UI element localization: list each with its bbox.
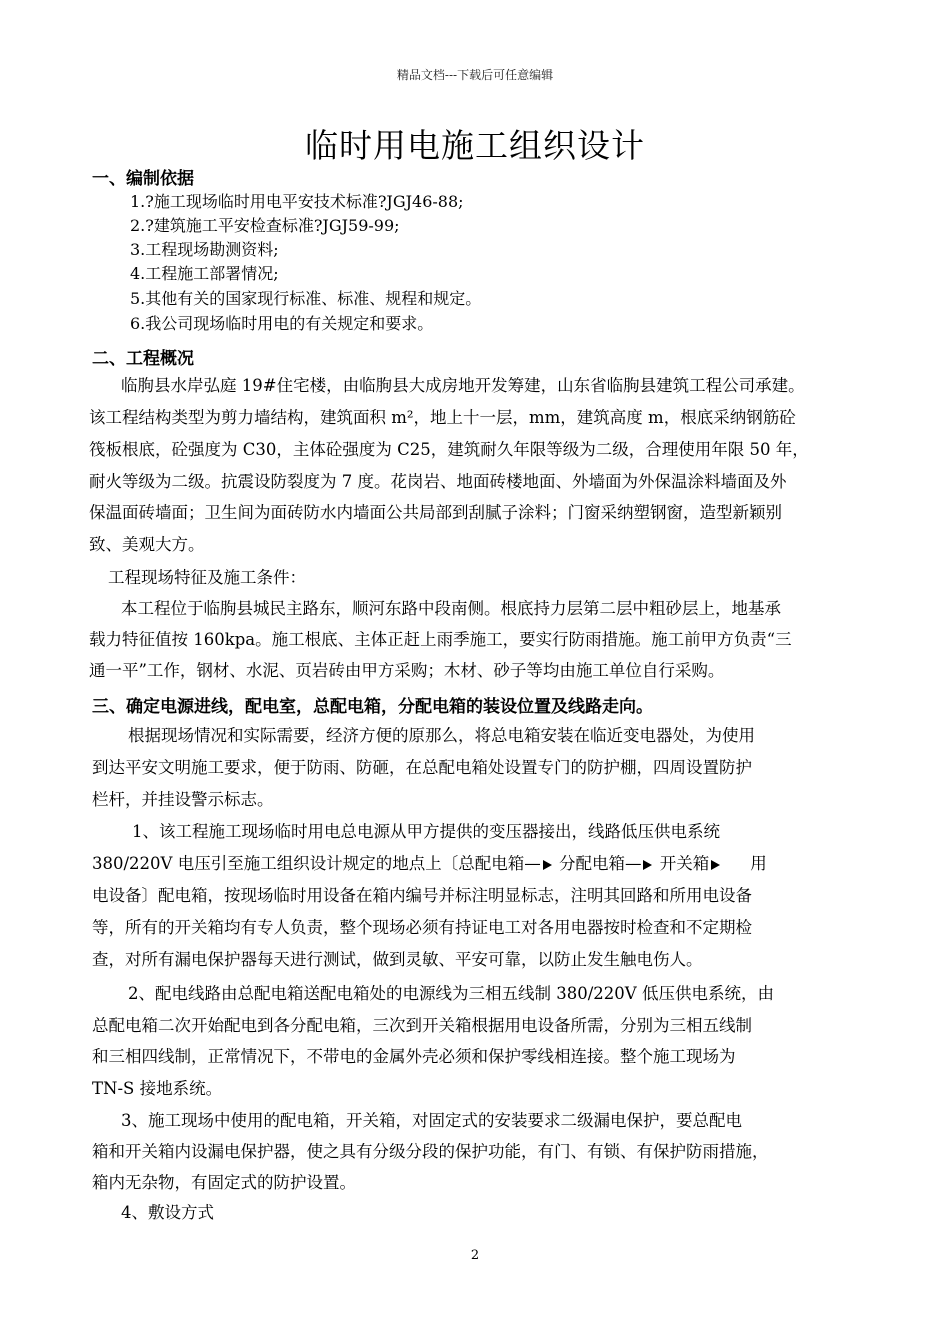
paragraph-line: TN-S 接地系统。 [92,1079,223,1098]
reference-item: 1.?施工现场临时用电平安技术标准?JGJ46-88; [130,192,464,211]
paragraph-line: 临朐县水岸弘庭 19#住宅楼，由临朐县大成房地开发筹建，山东省临朐县建筑工程公司承建。 [121,376,805,395]
page-header: 精品文档---下载后可任意编辑 [396,68,554,82]
paragraph-line: 致、美观大方。 [89,535,205,554]
paragraph-line: 载力特征值按 160kpa。施工根底、主体正赶上雨季施工，要实行防雨措施。施工前甲方负责“三 [89,630,792,649]
paragraph-line: 保温面砖墙面；卫生间为面砖防水内墙面公共局部到刮腻子涂料；门窗采纳塑钢窗，造型新颖别 [89,503,782,522]
paragraph-line: 查，对所有漏电保护器每天进行测试，做到灵敏、平安可靠，以防止发生触电伤人。 [92,950,703,969]
arrow-icon: — [524,854,554,873]
paragraph-line: 本工程位于临朐县城民主路东，顺河东路中段南侧。根底持力层第二层中粗砂层上，地基承 [121,599,781,618]
section-3-heading: 三、确定电源进线，配电室，总配电箱，分配电箱的装设位置及线路走向。 [92,697,653,717]
section-1-heading: 一、编制依据 [92,169,194,189]
paragraph-line: 1、该工程施工现场临时用电总电源从甲方提供的变压器接出，线路低压供电系统 [132,822,720,841]
paragraph-line: 通一平”工作，钢材、水泥、页岩砖由甲方采购；木材、砂子等均由施工单位自行采购。 [89,661,725,680]
paragraph-line: 箱内无杂物，有固定式的防护设置。 [92,1173,356,1192]
paragraph-line: 该工程结构类型为剪力墙结构，建筑面积 m²，地上十一层，mm，建筑高度 m，根底采纳钢筋砼 [89,408,796,427]
paragraph-line: 根据现场情况和实际需要，经济方便的原那么，将总电箱安装在临近变电器处，为使用 [128,726,755,745]
sub-heading: 工程现场特征及施工条件： [108,568,306,587]
line-text: 分配电箱 [558,854,625,873]
paragraph-line: 等，所有的开关箱均有专人负责，整个现场必须有持证电工对各用电器按时检查和不定期检 [92,918,752,937]
reference-item: 5.其他有关的国家现行标准、标准、规程和规定。 [130,289,482,308]
paragraph-line-with-arrows [92,854,767,874]
paragraph-line: 电设备〕配电箱，按现场临时用设备在箱内编号并标注明显标志，注明其回路和所用电设备 [92,886,752,905]
paragraph-line: 筏板根底，砼强度为 C30，主体砼强度为 C25，建筑耐久年限等级为二级，合理使用年限 50 年， [89,440,809,459]
line-text: 380/220V 电压引至施工组织设计规定的地点上〔总配电箱 [92,854,525,873]
reference-item: 3.工程现场勘测资料; [130,240,279,259]
paragraph-line: 4、敷设方式 [121,1203,214,1222]
paragraph-line: 耐火等级为二级。抗震设防裂度为 7 度。花岗岩、地面砖楼地面、外墙面为外保温涂料墙面及外 [89,472,787,491]
document-title: 临时用电施工组织设计 [305,126,645,165]
arrow-icon: — [625,854,655,873]
arrow-icon [709,854,722,873]
page-number: 2 [470,1248,480,1263]
line-text: 用 [750,854,767,873]
line-text: 开关箱 [659,854,710,873]
paragraph-line: 箱和开关箱内设漏电保护器，使之具有分级分段的保护功能，有门、有锁、有保护防雨措施， [92,1142,769,1161]
paragraph-line: 总配电箱二次开始配电到各分配电箱，三次到开关箱根据用电设备所需，分别为三相五线制 [92,1016,752,1035]
paragraph-line: 和三相四线制，正常情况下，不带电的金属外壳必须和保护零线相连接。整个施工现场为 [92,1047,736,1066]
paragraph-line: 3、施工现场中使用的配电箱，开关箱，对固定式的安装要求二级漏电保护，要总配电 [121,1111,742,1130]
reference-item: 6.我公司现场临时用电的有关规定和要求。 [130,314,434,333]
paragraph-line: 栏杆，并挂设警示标志。 [92,790,274,809]
paragraph-line: 2、配电线路由总配电箱送配电箱处的电源线为三相五线制 380/220V 低压供电系统，由 [128,984,774,1003]
paragraph-line: 到达平安文明施工要求，便于防雨、防砸，在总配电箱处设置专门的防护棚，四周设置防护 [92,758,752,777]
reference-item: 2.?建筑施工平安检查标准?JGJ59-99; [130,216,400,235]
reference-item: 4.工程施工部署情况; [130,264,279,283]
section-2-heading: 二、工程概况 [92,349,194,369]
